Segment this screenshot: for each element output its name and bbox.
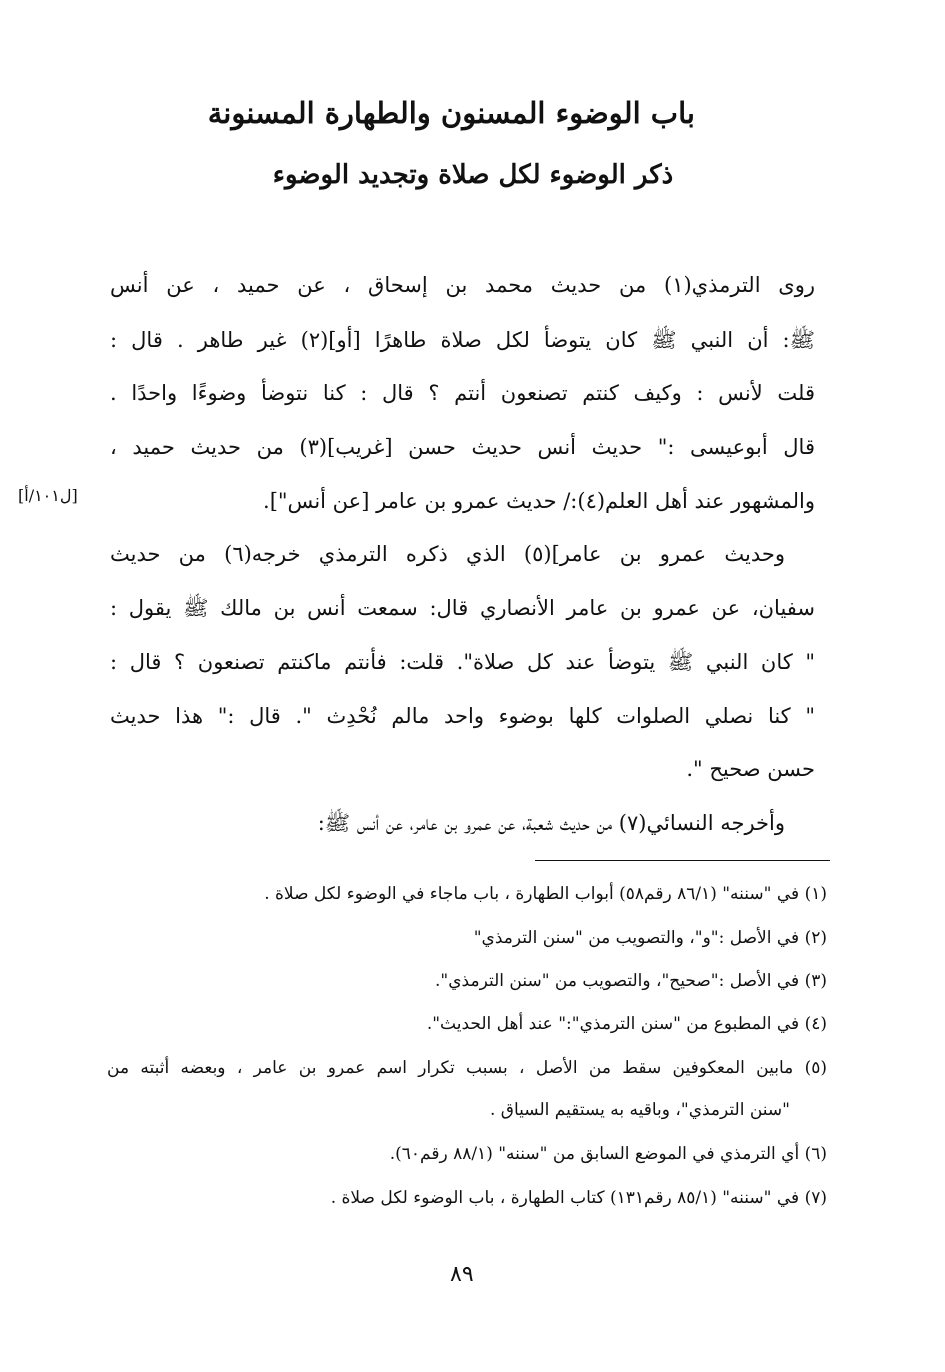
body-line-11: وأخرجه النسائي(٧) من حديث شعبة، عن عمرو بن عامر، عن أنس ﷺ: (317, 811, 785, 835)
body-line-10: حسن صحيح ". (686, 757, 815, 781)
footnote-7: (٧) في "سننه" (٨٥/١ رقم١٣١) كتاب الطهارة ، باب الوضوء لكل صلاة . (330, 1188, 827, 1208)
footnote-1: (١) في "سننه" (٨٦/١ رقم٥٨) أبواب الطهارة ، باب ماجاء في الوضوء لكل صلاة . (264, 884, 827, 904)
body-line-4: قال أبوعيسى :" حديث أنس حديث حسن [غريب](٣) من حديث حميد ، (110, 435, 815, 459)
footnote-5: (٥) مابين المعكوفين سقط من الأصل ، بسبب تكرار اسم عمرو بن عامر ، وبعضه أثبته من (107, 1058, 827, 1078)
footnote-4: (٤) في المطبوع من "سنن الترمذي":" عند أهل الحديث". (426, 1014, 827, 1034)
body-line-5: والمشهور عند أهل العلم(٤):/ حديث عمرو بن عامر [عن أنس"]. (263, 489, 815, 513)
body-line-6: وحديث عمرو بن عامر](٥) الذي ذكره الترمذي خرجه(٦) من حديث (110, 542, 785, 566)
footnote-2: (٢) في الأصل :"و"، والتصويب من "سنن الترمذي" (473, 928, 827, 948)
body-line-9: " كنا نصلي الصلوات كلها بوضوء واحد مالم نُحْدِث ". قال :" هذا حديث (110, 704, 815, 728)
body-line-2: ﷺ: أن النبي ﷺ كان يتوضأ لكل صلاة طاهرًا [أو](٢) غير طاهر . قال : (110, 328, 815, 352)
manuscript-folio-note: [ل١٠١/أ] (18, 486, 78, 505)
footnote-3: (٣) في الأصل :"صحيح"، والتصويب من "سنن الترمذي". (435, 971, 827, 991)
page-number: ٨٩ (450, 1262, 474, 1287)
body-line-8: " كان النبي ﷺ يتوضأ عند كل صلاة". قلت: فأنتم ماكنتم تصنعون ؟ قال : (110, 650, 815, 674)
footnote-separator (535, 860, 830, 861)
footnote-5-continued: "سنن الترمذي"، وباقيه به يستقيم السياق . (490, 1100, 790, 1120)
body-line-7: سفيان، عن عمرو بن عامر الأنصاري قال: سمعت أنس بن مالك ﷺ يقول : (110, 596, 815, 620)
body-line-3: قلت لأنس : وكيف كنتم تصنعون أنتم ؟ قال : كنا نتوضأ وضوءًا واحدًا . (110, 381, 815, 405)
section-title: ذكر الوضوء لكل صلاة وتجديد الوضوء (272, 160, 674, 190)
body-line-1: روى الترمذي(١) من حديث محمد بن إسحاق ، عن حميد ، عن أنس (110, 273, 815, 297)
chapter-title: باب الوضوء المسنون والطهارة المسنونة (207, 96, 695, 130)
footnote-6: (٦) أي الترمذي في الموضع السابق من "سننه" (٨٨/١ رقم٦٠). (389, 1144, 827, 1164)
